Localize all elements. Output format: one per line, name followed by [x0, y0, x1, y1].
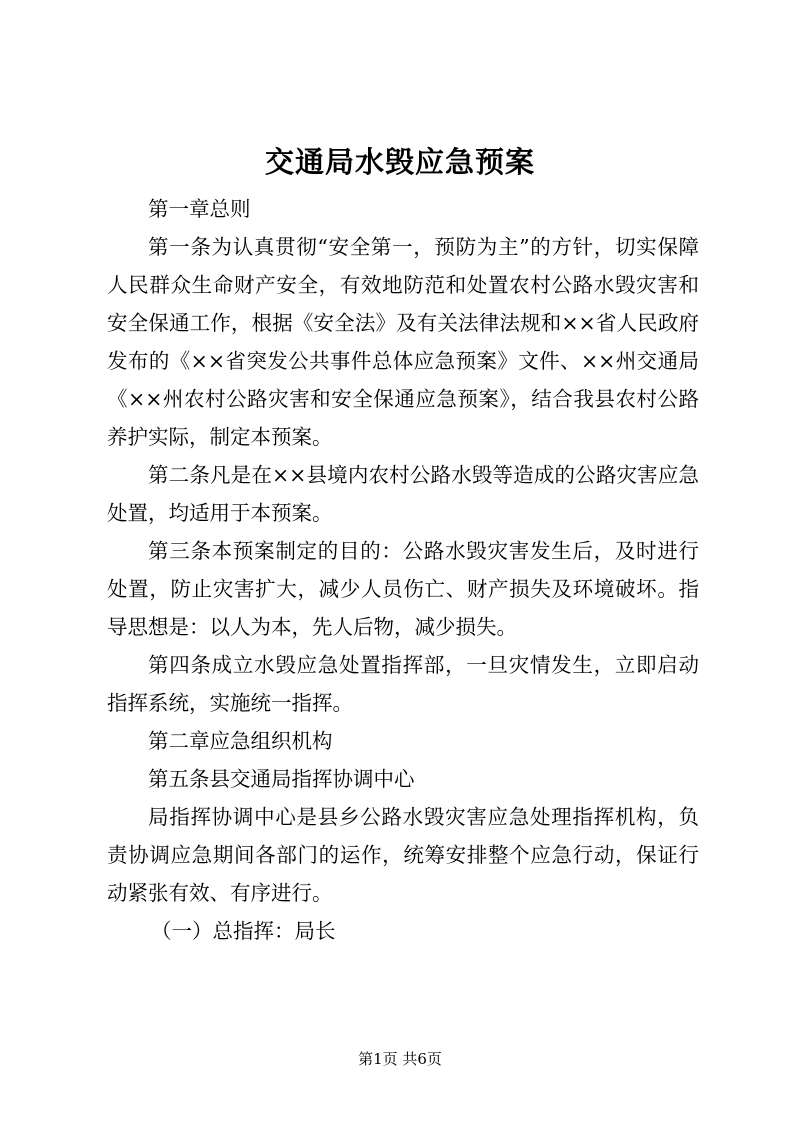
- body-paragraph: 第四条成立水毁应急处置指挥部，一旦灾情发生，立即启动指挥系统，实施统一指挥。: [107, 653, 699, 715]
- chapter-heading: 第二章应急组织机构: [148, 729, 333, 753]
- body-paragraph: 第二条凡是在××县境内农村公路水毁等造成的公路灾害应急处置，均适用于本预案。: [107, 463, 699, 525]
- list-item: （一）总指挥：局长: [151, 919, 336, 943]
- page-footer: 第1页 共6页: [358, 1050, 442, 1068]
- body-paragraph: 局指挥协调中心是县乡公路水毁灾害应急处理指挥机构，负责协调应急期间各部门的运作，统筹安排整个应急行动，保证行动紧张有效、有序进行。: [107, 805, 699, 905]
- document-title: 交通局水毁应急预案: [264, 145, 535, 179]
- body-paragraph: 第一条为认真贯彻“安全第一，预防为主”的方针，切实保障人民群众生命财产安全，有效地防范和处置农村公路水毁灾害和安全保通工作，根据《安全法》及有关法律法规和××省人民政府发布的《××省突发公共事件总体应急预案》文件、××州交通局《××州农村公路灾害和安全保通应急预案》，结合我县农村公路养护实际，制定本预案。: [107, 235, 699, 449]
- chapter-heading: 第一章总则: [148, 197, 251, 221]
- article-heading: 第五条县交通局指挥协调中心: [148, 767, 415, 791]
- document-body: [107, 190, 699, 950]
- body-paragraph: 第三条本预案制定的目的：公路水毁灾害发生后，及时进行处置，防止灾害扩大，减少人员伤亡、财产损失及环境破坏。指导思想是：以人为本，先人后物，减少损失。: [107, 539, 699, 639]
